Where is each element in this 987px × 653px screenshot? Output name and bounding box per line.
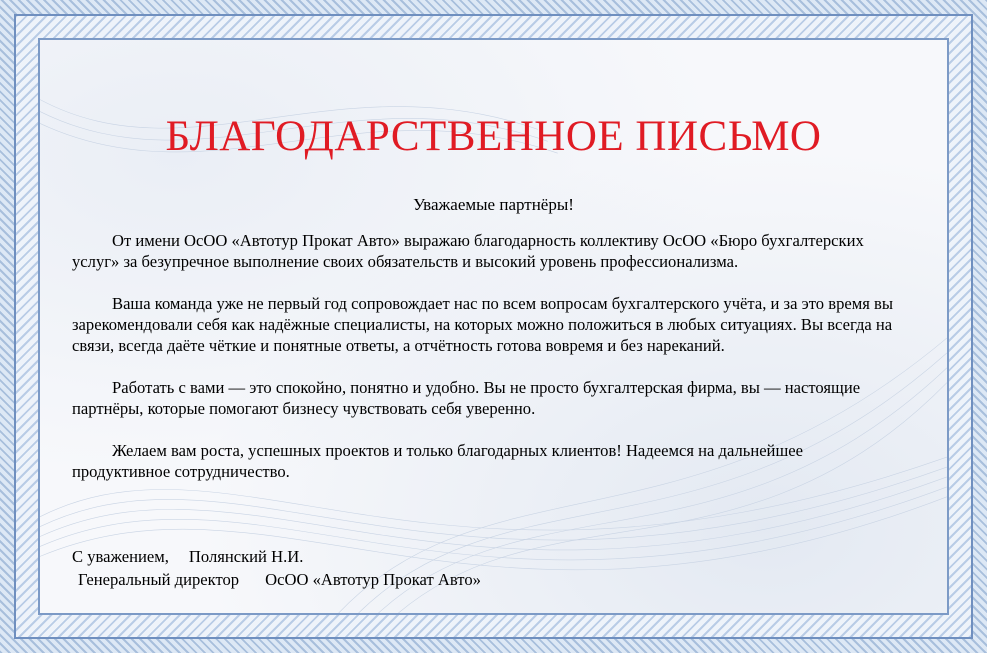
letter-title: БЛАГОДАРСТВЕННОЕ ПИСЬМО [165, 113, 822, 160]
paragraph-1: От имени ОсОО «Автотур Прокат Авто» выражаю благодарность коллективу ОсОО «Бюро бухгалтерских услуг» за безупречное выполнение своих обязательств и высокий уровень профессионализма. [72, 231, 864, 271]
signer-position: Генеральный директор [78, 570, 240, 589]
paragraph-2: Ваша команда уже не первый год сопровождает нас по всем вопросам бухгалтерского учёта, и за это время вы зарекомендовали себя как надёжные специалисты, на которых можно положиться в любых ситуациях. Вы всегда на связи, всегда даёте чёткие и понятные ответы, а отчётность готова вовремя и без нареканий. [72, 294, 893, 355]
signature-block [72, 545, 501, 591]
letter-body [72, 230, 902, 503]
letter-paper [38, 38, 949, 615]
closing: С уважением, [72, 547, 169, 566]
signature-line-1 [72, 545, 501, 568]
signature-line-2 [72, 568, 501, 591]
paragraph-3: Работать с вами — это спокойно, понятно и удобно. Вы не просто бухгалтерская фирма, вы — настоящие партнёры, которые помогают бизнесу чувствовать себя уверенно. [72, 378, 861, 418]
signer-name: Полянский Н.И. [188, 547, 304, 566]
paragraph-4: Желаем вам роста, успешных проектов и только благодарных клиентов! Надеемся на дальнейшее продуктивное сотрудничество. [72, 441, 803, 481]
signer-company: ОсОО «Автотур Прокат Авто» [265, 570, 481, 589]
salutation: Уважаемые партнёры! [413, 195, 574, 214]
